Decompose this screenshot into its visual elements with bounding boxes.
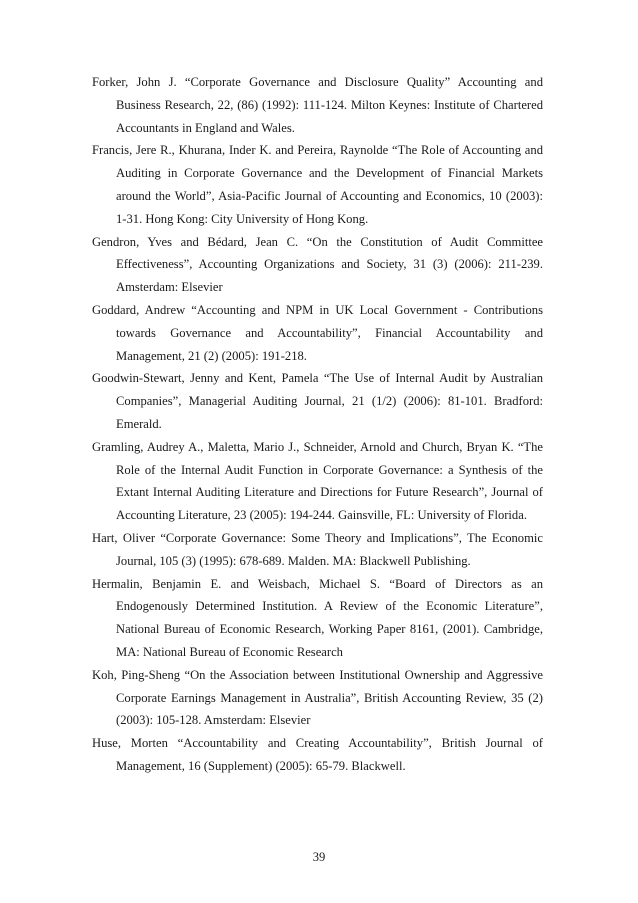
reference-entry-goddard: Goddard, Andrew “Accounting and NPM in UK Local Government - Contributions towards Governance and Accountability”, Financial Accountability and Management, 21 (2) (2005): 191-218. [92, 302, 543, 363]
reference-entry-gendron: Gendron, Yves and Bédard, Jean C. “On the Constitution of Audit Committee Effectiveness”, Accounting Organizations and Society, 31 (3) (2006): 211-239. Amsterdam: Elsevier [92, 234, 543, 295]
page-number: 39 [312, 850, 326, 864]
reference-entry-goodwin-stewart: Goodwin-Stewart, Jenny and Kent, Pamela “The Use of Internal Audit by Australian Companies”, Managerial Auditing Journal, 21 (1/2) (2006): 81-101. Bradford: Emerald. [92, 371, 543, 431]
reference-entry-hermalin: Hermalin, Benjamin E. and Weisbach, Michael S. “Board of Directors as an Endogenously Determined Institution. A Review of the Economic Literature”, National Bureau of Economic Research, Working Paper 8161, (2001). Cambridge, MA: National Bureau of Economic Research [92, 576, 543, 659]
reference-entry-hart: Hart, Oliver “Corporate Governance: Some Theory and Implications”, The Economic Journal, 105 (3) (1995): 678-689. Malden. MA: Blackwell Publishing. [92, 530, 543, 568]
reference-entry-gramling: Gramling, Audrey A., Maletta, Mario J., Schneider, Arnold and Church, Bryan K. “The Role of the Internal Audit Function in Corporate Governance: a Synthesis of the Extant Internal Auditing Literature and Directions for Future Research”, Journal of Accounting Literature, 23 (2005): 194-244. Gainsville, FL: University of Florida. [92, 439, 543, 523]
reference-entry-koh: Koh, Ping-Sheng “On the Association between Institutional Ownership and Aggressive Corporate Earnings Management in Australia”, British Accounting Review, 35 (2) (2003): 105-128. Amsterdam: Elsevier [92, 667, 543, 728]
reference-entry-huse: Huse, Morten “Accountability and Creating Accountability”, British Journal of Management, 16 (Supplement) (2005): 65-79. Blackwell. [92, 736, 543, 773]
reference-entry-forker: Forker, John J. “Corporate Governance and Disclosure Quality” Accounting and Business Research, 22, (86) (1992): 111-124. Milton Keynes: Institute of Chartered Accountants in England and Wales. [92, 75, 543, 135]
reference-list [92, 71, 543, 778]
reference-entry-francis: Francis, Jere R., Khurana, Inder K. and Pereira, Raynolde “The Role of Accounting and Auditing in Corporate Governance and the Development of Financial Markets around the World”, Asia-Pacific Journal of Accounting and Economics, 10 (2003): 1-31. Hong Kong: City University of Hong Kong. [92, 143, 543, 226]
